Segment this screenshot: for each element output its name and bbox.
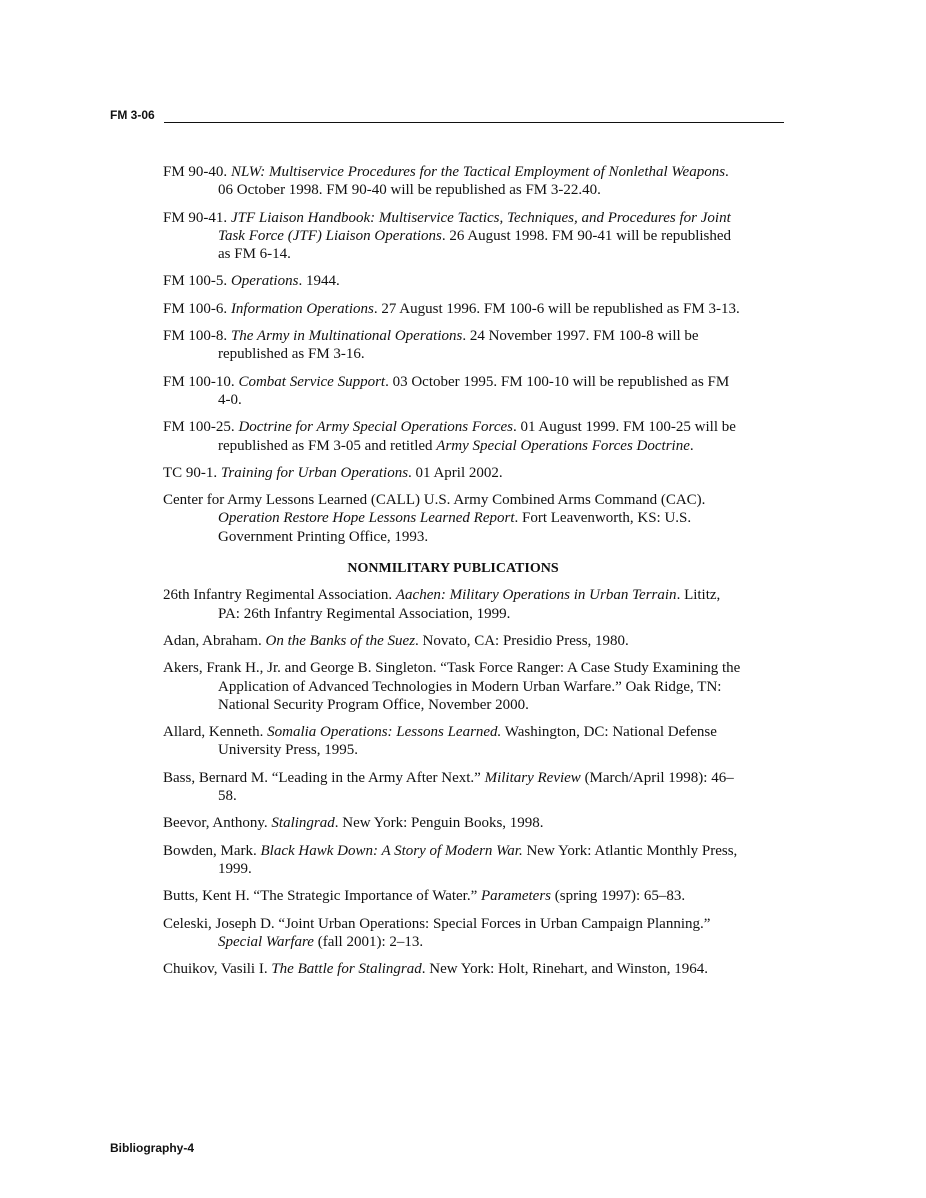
entry-title: Aachen: Military Operations in Urban Terrain bbox=[395, 587, 677, 604]
bibliography-entry bbox=[163, 659, 743, 714]
entry-text: (fall 2001): 2–13. bbox=[313, 933, 424, 950]
entry-title: Doctrine for Army Special Operations Forces bbox=[238, 419, 513, 436]
military-publications-list bbox=[163, 163, 743, 546]
entry-title: Black Hawk Down: A Story of Modern War. bbox=[260, 842, 523, 859]
entry-text: Beevor, Anthony. bbox=[163, 815, 272, 832]
entry-text: FM 100-10. bbox=[163, 373, 239, 390]
bibliography-entry bbox=[163, 960, 743, 978]
entry-text: . 1944. bbox=[298, 273, 340, 290]
entry-title: Stalingrad bbox=[271, 815, 335, 832]
entry-title: Information Operations bbox=[230, 300, 374, 317]
entry-text: . New York: Holt, Rinehart, and Winston, 1964. bbox=[421, 961, 708, 978]
bibliography-entry bbox=[163, 464, 743, 482]
entry-text: FM 100-8. bbox=[163, 328, 231, 345]
entry-text: . 24 November 1997. FM 100-8 will be republished as FM 3-16. bbox=[218, 328, 699, 363]
bibliography-entry bbox=[163, 163, 743, 200]
bibliography-content bbox=[163, 163, 743, 987]
entry-title: Parameters bbox=[481, 888, 551, 905]
bibliography-entry bbox=[163, 491, 743, 546]
manual-code: FM 3-06 bbox=[110, 108, 155, 122]
entry-text: . 26 August 1998. FM 90-41 will be republished as FM 6-14. bbox=[218, 227, 732, 263]
entry-text: . New York: Penguin Books, 1998. bbox=[334, 815, 544, 832]
entry-title: Army Special Operations Forces Doctrine bbox=[436, 437, 690, 454]
entry-text: 26th Infantry Regimental Association. bbox=[163, 587, 396, 604]
entry-text: . Fort Leavenworth, KS: U.S. Government Printing Office, 1993. bbox=[218, 510, 692, 545]
entry-text: Adan, Abraham. bbox=[163, 632, 266, 649]
entry-text: Bowden, Mark. bbox=[163, 842, 261, 859]
entry-text: Butts, Kent H. “The Strategic Importance of Water.” bbox=[163, 888, 481, 905]
bibliography-entry bbox=[163, 814, 743, 832]
entry-text: Chuikov, Vasili I. bbox=[163, 961, 272, 978]
bibliography-entry bbox=[163, 586, 743, 623]
entry-text: FM 90-40. bbox=[163, 164, 231, 180]
entry-title: Operation Restore Hope Lessons Learned Report bbox=[218, 510, 515, 527]
entry-text: FM 100-25. bbox=[163, 419, 239, 436]
entry-text: Celeski, Joseph D. “Joint Urban Operations: Special Forces in Urban Campaign Planning.” bbox=[163, 915, 711, 932]
entry-title: Training for Urban Operations bbox=[220, 464, 409, 481]
page-footer: Bibliography-4 bbox=[110, 1141, 195, 1155]
entry-text: . 06 October 1998. FM 90-40 will be republished as FM 3-22.40. bbox=[218, 164, 729, 199]
bibliography-entry bbox=[163, 887, 743, 905]
bibliography-entry bbox=[163, 915, 743, 952]
entry-text: Akers, Frank H., Jr. and George B. Singleton. “Task Force Ranger: A Case Study Examining the Application of Advanced Technologies in Modern Urban Warfare.” Oak Ridge, TN: National Security Program Office, November 2000. bbox=[163, 660, 741, 713]
entry-title: The Battle for Stalingrad bbox=[271, 961, 422, 978]
entry-title: Operations bbox=[230, 273, 299, 290]
entry-text: Allard, Kenneth. bbox=[163, 724, 268, 741]
entry-text: . Novato, CA: Presidio Press, 1980. bbox=[415, 632, 629, 649]
page-header bbox=[110, 108, 784, 126]
entry-text: FM 100-6. bbox=[163, 300, 231, 317]
entry-text: . 01 April 2002. bbox=[408, 464, 503, 481]
entry-title: Military Review bbox=[484, 769, 581, 786]
entry-text: . Lititz, PA: 26th Infantry Regimental Association, 1999. bbox=[218, 587, 721, 622]
entry-title: Combat Service Support bbox=[238, 373, 386, 390]
entry-title: The Army in Multinational Operations bbox=[230, 328, 463, 345]
entry-title: NLW: Multiservice Procedures for the Tactical Employment of Nonlethal Weapons bbox=[230, 164, 726, 180]
entry-text: FM 100-5. bbox=[163, 273, 231, 290]
entry-text: TC 90-1. bbox=[163, 464, 221, 481]
entry-text: Center for Army Lessons Learned (CALL) U.S. Army Combined Arms Command (CAC). bbox=[163, 492, 706, 509]
bibliography-entry bbox=[163, 842, 743, 879]
entry-text: . bbox=[689, 437, 694, 454]
bibliography-entry bbox=[163, 632, 743, 650]
entry-title: Special Warfare bbox=[218, 933, 314, 950]
bibliography-entry bbox=[163, 418, 743, 455]
entry-title: On the Banks of the Suez bbox=[265, 632, 416, 649]
entry-text: Washington, DC: National Defense University Press, 1995. bbox=[218, 724, 717, 759]
bibliography-entry bbox=[163, 209, 743, 264]
entry-text: . 27 August 1996. FM 100-6 will be republished as FM 3-13. bbox=[373, 300, 740, 317]
bibliography-entry bbox=[163, 723, 743, 760]
entry-text: New York: Atlantic Monthly Press, 1999. bbox=[218, 842, 738, 877]
bibliography-entry bbox=[163, 300, 743, 318]
entry-title: JTF Liaison Handbook: Multiservice Tactics, Techniques, and Procedures for Joint Task Force (JTF) Liaison Operations bbox=[218, 209, 731, 244]
entry-text: Bass, Bernard M. “Leading in the Army After Next.” bbox=[163, 769, 485, 786]
nonmilitary-publications-list bbox=[163, 586, 743, 978]
bibliography-entry bbox=[163, 327, 743, 364]
entry-title: Somalia Operations: Lessons Learned. bbox=[267, 724, 502, 741]
header-rule bbox=[164, 122, 784, 123]
entry-text: . 01 August 1999. FM 100-25 will be republished as FM 3-05 and retitled bbox=[218, 419, 736, 454]
entry-text: (spring 1997): 65–83. bbox=[551, 888, 686, 905]
entry-text: . 03 October 1995. FM 100-10 will be republished as FM 4-0. bbox=[218, 373, 730, 408]
entry-text: (March/April 1998): 46–58. bbox=[218, 769, 734, 805]
bibliography-entry bbox=[163, 272, 743, 290]
bibliography-entry bbox=[163, 373, 743, 410]
entry-text: FM 90-41. bbox=[163, 209, 231, 226]
section-heading: NONMILITARY PUBLICATIONS bbox=[347, 561, 559, 577]
bibliography-entry bbox=[163, 769, 743, 806]
